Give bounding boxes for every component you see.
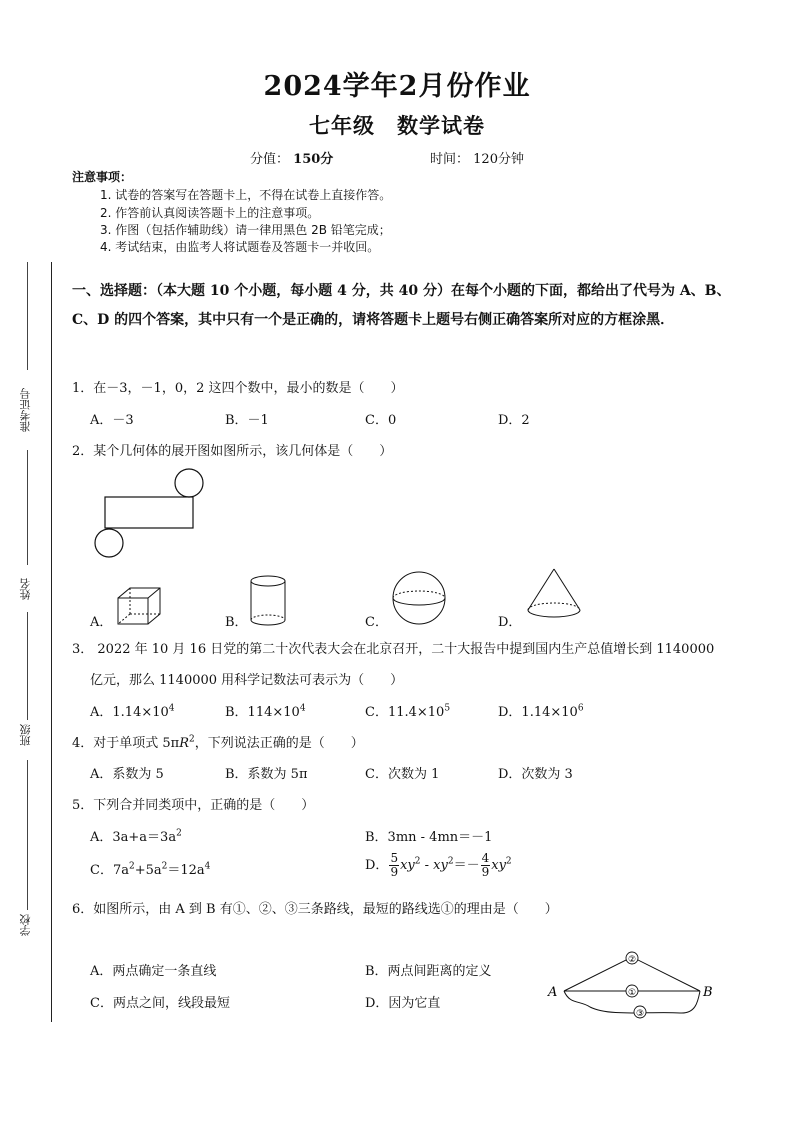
route-2-label: ② bbox=[627, 955, 637, 965]
q6-option-c: C．两点之间，线段最短 bbox=[90, 996, 230, 1011]
q1-option-d: D．2 bbox=[498, 413, 530, 428]
time-info bbox=[430, 148, 524, 167]
net-rectangle bbox=[105, 497, 193, 528]
score-label: 分值： bbox=[250, 152, 290, 167]
q3-option-d: D．$1.14\times 10^6$ bbox=[498, 703, 584, 720]
score-value: 150分 bbox=[293, 152, 334, 167]
cube-figure bbox=[115, 586, 165, 628]
side-label-exam-id: 准考证号 bbox=[19, 388, 32, 432]
q3-option-c: C．$11.4\times 10^5$ bbox=[365, 703, 451, 720]
sphere-figure bbox=[390, 569, 450, 629]
q6-option-d: D．因为它直 bbox=[365, 996, 441, 1011]
blank-line bbox=[27, 262, 28, 370]
q4-option-c: C．次数为 1 bbox=[365, 767, 440, 782]
route-diagram bbox=[540, 945, 720, 1023]
q2-option-d: D． bbox=[498, 615, 522, 630]
time-label: 时间： bbox=[430, 152, 470, 167]
q6-option-b: B．两点间距离的定义 bbox=[365, 964, 492, 979]
q3-option-a: A．$1.14\times 10^4$ bbox=[90, 703, 175, 720]
cylinder-figure bbox=[248, 574, 288, 630]
note-item: 1. 试卷的答案写在答题卡上，不得在试卷上直接作答。 bbox=[100, 188, 392, 202]
q5-option-c: C．$7a^2+5a^2=12a^4$ bbox=[90, 861, 211, 878]
question-2-stem: 2．某个几何体的展开图如图所示，该几何体是（ ） bbox=[72, 444, 393, 459]
score-info bbox=[250, 148, 333, 167]
question-6-stem: 6．如图所示，由 A 到 B 有①、②、③三条路线，最短的路线选①的理由是（ ） bbox=[72, 902, 558, 917]
net-top-circle bbox=[175, 469, 203, 497]
exam-subtitle bbox=[0, 110, 794, 140]
time-value: 120分钟 bbox=[473, 152, 524, 167]
q3-option-b: B．$114\times 10^4$ bbox=[225, 703, 306, 720]
blank-line bbox=[27, 612, 28, 720]
side-label-school: 学校 bbox=[19, 914, 32, 936]
q1-option-a: A．－3 bbox=[90, 413, 134, 428]
point-b-label: B bbox=[703, 985, 713, 1000]
net-diagram bbox=[90, 466, 220, 561]
exam-title: 2024学年2月份作业 bbox=[263, 71, 531, 102]
q1-option-c: C．0 bbox=[365, 413, 397, 428]
notes-heading: 注意事项： bbox=[72, 170, 133, 184]
q5-option-a: A．$3a+a=3a^2$ bbox=[90, 828, 182, 845]
q1-option-b: B．－1 bbox=[225, 413, 269, 428]
note-item: 2. 作答前认真阅读答题卡上的注意事项。 bbox=[100, 206, 320, 220]
blank-line bbox=[27, 760, 28, 910]
question-3-stem-line1: 3． 2022 年 10 月 16 日党的第二十次代表大会在北京召开，二十大报告中提到国内生产总值增长到 1140000 bbox=[72, 642, 715, 657]
fraction: $\frac{5}{9}$ bbox=[390, 851, 399, 879]
note-item: 3. 作图（包括作辅助线）请一律用黑色 2B 铅笔完成； bbox=[100, 223, 391, 237]
route-1-label: ① bbox=[627, 988, 637, 998]
q5-option-b: B．3mn - 4mn＝－1 bbox=[365, 830, 493, 845]
note-item: 4. 考试结束，由监考人将试题卷及答题卡一并收回。 bbox=[100, 240, 380, 254]
q6-option-a: A．两点确定一条直线 bbox=[90, 964, 217, 979]
question-5-stem: 5．下列合并同类项中，正确的是（ ） bbox=[72, 798, 315, 813]
q2-option-a: A． bbox=[90, 615, 113, 630]
q2-option-c: C． bbox=[365, 615, 388, 630]
side-label-class: 班级 bbox=[19, 724, 32, 746]
q4-option-a: A．系数为 5 bbox=[90, 767, 164, 782]
fraction: $\frac{4}{9}$ bbox=[481, 851, 490, 879]
question-1-stem: 1．在－3，－1，0，2 这四个数中，最小的数是（ ） bbox=[72, 381, 404, 396]
blank-line bbox=[27, 450, 28, 565]
question-4-stem: 4．对于单项式 $5\pi R^2$，下列说法正确的是（ ） bbox=[72, 734, 364, 751]
q5-option-d: D． $\frac{5}{9}$ $xy^2 - xy^2=-$ $\frac{4}{9}$ $xy^2$ bbox=[365, 851, 512, 879]
binding-line bbox=[51, 262, 52, 1022]
grade-label: 七年级 bbox=[309, 113, 375, 138]
point-a-label: A bbox=[548, 985, 558, 1000]
q2-option-b: B． bbox=[225, 615, 248, 630]
route-3-label: ③ bbox=[635, 1009, 645, 1019]
section-heading: 一、选择题：（本大题 10 个小题，每小题 4 分，共 40 分）在每个小题的下面，都给出了代号为 A、B、C、D 的四个答案，其中只有一个是正确的，请将答题卡上题号右侧正确答案所对应的方框涂黑． bbox=[72, 283, 731, 328]
subject-label: 数学试卷 bbox=[397, 113, 485, 138]
side-label-name: 姓名 bbox=[19, 578, 32, 600]
net-bottom-circle bbox=[95, 529, 123, 557]
cone-figure bbox=[524, 566, 584, 628]
question-3-stem-line2: 亿元，那么 1140000 用科学记数法可表示为（ ） bbox=[90, 673, 404, 688]
q4-option-d: D．次数为 3 bbox=[498, 767, 573, 782]
q4-option-b: B．系数为 5π bbox=[225, 767, 308, 782]
